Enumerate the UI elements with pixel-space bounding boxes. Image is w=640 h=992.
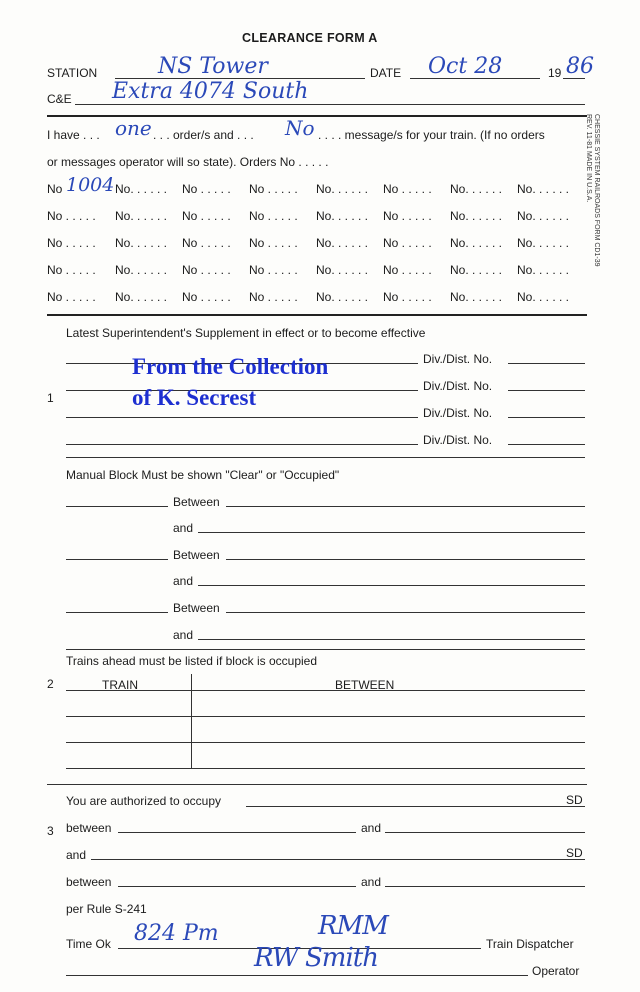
order-cell: No . . . . . <box>249 209 298 223</box>
operator-signature: RW Smith <box>254 943 378 973</box>
trains-table-rule <box>66 768 585 769</box>
order-cell: No. . . . . . <box>517 182 570 196</box>
section-3-line <box>385 832 585 833</box>
station-label: STATION <box>47 66 98 80</box>
sd-underline <box>564 859 585 860</box>
order-cell: No . . . . . <box>383 263 432 277</box>
authorized-line <box>246 806 564 807</box>
order-cell: No. . . . . . <box>316 182 369 196</box>
div-dist-label: Div./Dist. No. <box>423 379 493 393</box>
order-cell: No. . . . . . <box>517 290 570 304</box>
divider-block <box>66 649 585 650</box>
and-label: and <box>173 628 194 642</box>
year-handwriting: 86 <box>566 54 594 79</box>
ce-handwriting: Extra 4074 South <box>112 79 309 104</box>
order-cell: No . . . . . <box>383 182 432 196</box>
trains-ahead-heading: Trains ahead must be listed if block is occupied <box>66 654 318 668</box>
order-cell: No . . . . . <box>47 209 96 223</box>
orders-no-line: or messages operator will so state). Orders No . . . . . <box>47 155 329 169</box>
order-cell: No . . . . . <box>249 182 298 196</box>
per-rule-label: per Rule S-241 <box>66 902 147 916</box>
order-cell: No. . . . . . <box>115 209 168 223</box>
supplement-line <box>66 444 418 445</box>
order-cell: No. . . . . . <box>517 236 570 250</box>
block-line <box>66 506 168 507</box>
between-label: Between <box>173 601 220 615</box>
block-line <box>198 639 585 640</box>
col-between-header: BETWEEN <box>335 678 395 692</box>
order-cell: No. . . . . . <box>316 209 369 223</box>
order-cell: No . . . . . <box>47 236 96 250</box>
section-3-line <box>385 886 585 887</box>
order-cell: No. . . . . . <box>115 263 168 277</box>
date-label: DATE <box>370 66 402 80</box>
side-text-1: CHESSIE SYSTEM RAILROADS FORM CD1-39 <box>593 114 600 267</box>
order-cell: No . . . . . <box>47 290 96 304</box>
divider-trains <box>47 784 587 785</box>
and-cap-label: and <box>66 848 87 862</box>
order-first-suffix: No. . . . . . <box>115 182 168 196</box>
authorized-text: You are authorized to occupy <box>66 794 221 808</box>
and-label: and <box>173 521 194 535</box>
orders-mid: . . . order/s and . . . <box>153 128 254 142</box>
order-cell: No. . . . . . <box>517 209 570 223</box>
supplement-heading: Latest Superintendent's Supplement in effect or to become effective <box>66 326 426 340</box>
order-cell: No. . . . . . <box>316 263 369 277</box>
between-lower-label: between <box>66 875 112 889</box>
time-ok-label: Time Ok <box>66 937 111 951</box>
manual-block-heading: Manual Block Must be shown "Clear" or "Occupied" <box>66 468 340 482</box>
order-cell: No . . . . . <box>182 290 231 304</box>
form-title: CLEARANCE FORM A <box>242 31 378 45</box>
block-line <box>226 506 585 507</box>
div-dist-label: Div./Dist. No. <box>423 433 493 447</box>
div-dist-line <box>508 444 585 445</box>
div-dist-line <box>508 417 585 418</box>
order-cell: No . . . . . <box>383 236 432 250</box>
order-cell: No . . . . . <box>383 290 432 304</box>
order-cell: No . . . . . <box>182 236 231 250</box>
operator-line <box>66 975 528 976</box>
between-label: Between <box>173 548 220 562</box>
section-3-line <box>118 886 356 887</box>
order-cell: No. . . . . . <box>450 290 503 304</box>
section-3-line <box>91 859 564 860</box>
block-line <box>226 612 585 613</box>
side-text-2: REV. 11-81 MADE IN U.S.A. <box>585 114 592 203</box>
and-lower-label: and <box>361 875 382 889</box>
col-train-header: TRAIN <box>102 678 138 692</box>
div-dist-label: Div./Dist. No. <box>423 406 493 420</box>
ce-label: C&E <box>47 92 72 106</box>
div-dist-line <box>508 363 585 364</box>
order-first-prefix: No <box>47 182 63 196</box>
block-line <box>226 559 585 560</box>
sd-label: SD <box>566 846 583 860</box>
time-ok-handwriting: 824 Pm <box>134 921 219 946</box>
order-cell: No. . . . . . <box>517 263 570 277</box>
order-cell: No. . . . . . <box>115 236 168 250</box>
order-cell: No. . . . . . <box>316 236 369 250</box>
trains-table-rule <box>66 716 585 717</box>
between-lower-label: between <box>66 821 112 835</box>
order-cell: No. . . . . . <box>450 209 503 223</box>
collection-watermark-line-2: of K. Secrest <box>132 385 257 410</box>
date-handwriting: Oct 28 <box>428 54 503 79</box>
order-cell: No. . . . . . <box>115 290 168 304</box>
order-cell: No . . . . . <box>47 263 96 277</box>
order-cell: No . . . . . <box>182 209 231 223</box>
first-order-handwriting: 1004 <box>66 174 115 196</box>
order-cell: No . . . . . <box>383 209 432 223</box>
order-cell: No. . . . . . <box>450 182 503 196</box>
div-dist-line <box>508 390 585 391</box>
block-line <box>66 612 168 613</box>
order-cell: No . . . . . <box>249 236 298 250</box>
section-1-number: 1 <box>47 391 54 405</box>
operator-label: Operator <box>532 964 580 978</box>
block-line <box>198 585 585 586</box>
collection-watermark-line-1: From the Collection <box>132 354 329 379</box>
dispatcher-signature: RMM <box>318 911 388 941</box>
messages-count-handwriting: No <box>285 116 315 140</box>
sd-underline <box>564 806 585 807</box>
and-lower-label: and <box>361 821 382 835</box>
order-cell: No. . . . . . <box>450 236 503 250</box>
and-label: and <box>173 574 194 588</box>
year-prefix: 19 <box>548 66 562 80</box>
order-cell: No . . . . . <box>249 263 298 277</box>
train-dispatcher-label: Train Dispatcher <box>486 937 574 951</box>
order-cell: No . . . . . <box>182 263 231 277</box>
trains-table-divider <box>191 674 192 768</box>
orders-count-handwriting: one <box>115 116 152 140</box>
section-3-line <box>118 832 356 833</box>
block-line <box>198 532 585 533</box>
section-2-number: 2 <box>47 677 54 691</box>
have-prefix: I have . . . <box>47 128 100 142</box>
trains-table-rule <box>66 690 585 691</box>
divider-orders <box>47 314 587 316</box>
ce-field-line <box>75 104 585 105</box>
order-cell: No. . . . . . <box>316 290 369 304</box>
trains-table-rule <box>66 742 585 743</box>
block-line <box>66 559 168 560</box>
order-cell: No. . . . . . <box>450 263 503 277</box>
div-dist-label: Div./Dist. No. <box>423 352 493 366</box>
station-handwriting: NS Tower <box>158 54 268 79</box>
supplement-line <box>66 417 418 418</box>
order-cell: No . . . . . <box>182 182 231 196</box>
between-label: Between <box>173 495 220 509</box>
divider-supplement <box>66 457 585 458</box>
order-cell: No . . . . . <box>249 290 298 304</box>
section-3-number: 3 <box>47 824 54 838</box>
side-form-number <box>584 114 600 266</box>
sd-label: SD <box>566 793 583 807</box>
messages-suffix: . . . . message/s for your train. (If no orders <box>318 128 545 142</box>
